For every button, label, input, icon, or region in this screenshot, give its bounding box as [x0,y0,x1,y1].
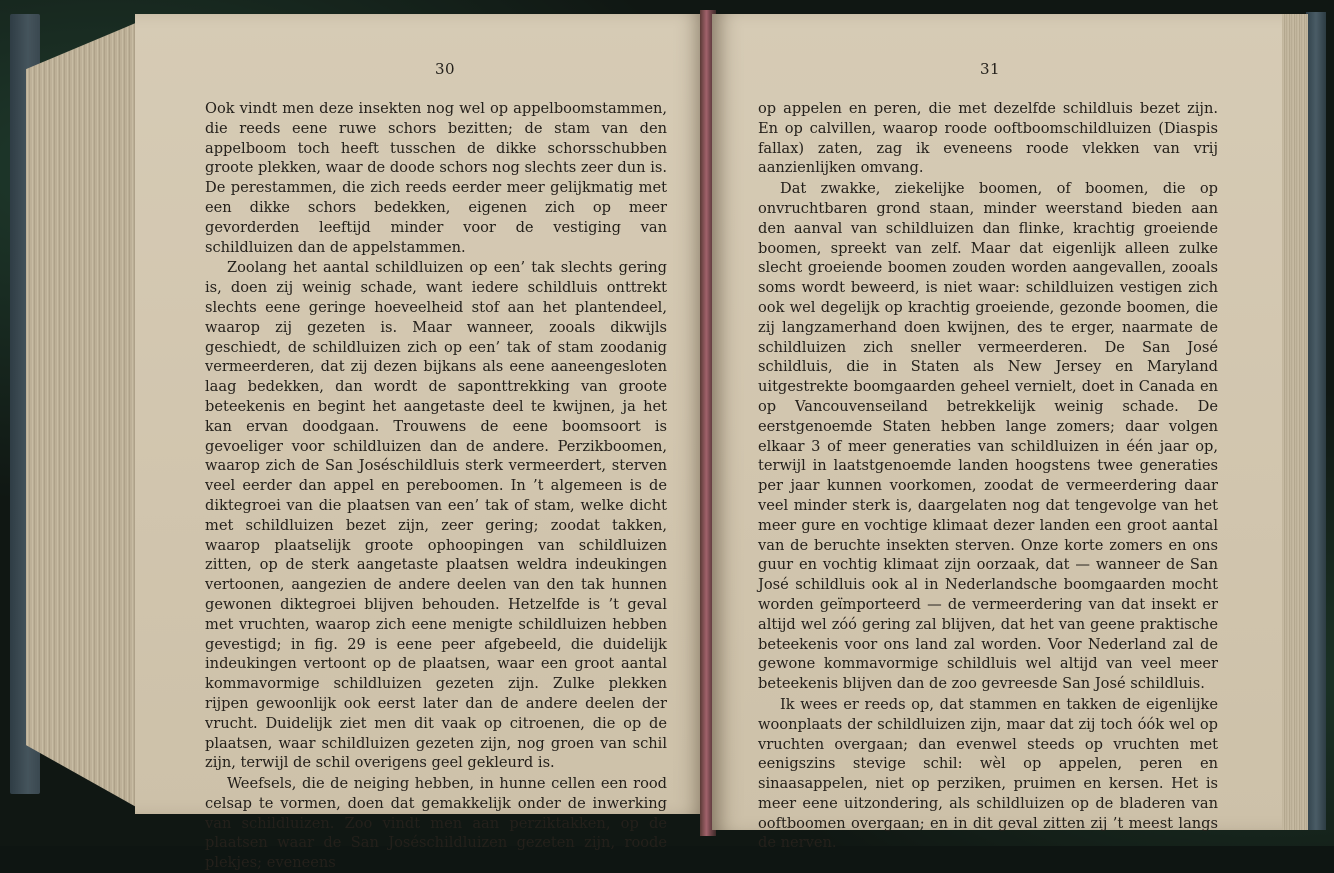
paragraph: Dat zwakke, ziekelijke boomen, of boomen, die op onvruchtbaren grond staan, minder weerstand bieden aan den aanval van schildluizen dan flinke, krachtig groeiende boomen, spreekt van zelf. Maar dat eigenlijk alleen zulke slecht groeiende boomen zouden worden aangevallen, zooals soms wordt beweerd, is niet waar: schildluizen vestigen zich ook wel degelijk op krachtig groeiende, gezonde boomen, die zij langzamerhand doen kwijnen, des te erger, naarmate de schildluizen zich sneller vermeerderen. De San José schildluis, die in Staten als New Jersey en Maryland uitgestrekte boomgaarden geheel vernielt, doet in Canada en op Vancouvenseiland betrekkelijk weinig schade. De eerstgenoemde Staten hebben lange zomers; daar volgen elkaar 3 of meer generaties van schildluizen in één jaar op, terwijl in laatstgenoemde landen hoogstens twee generaties per jaar kunnen voorkomen, zoodat de vermeerdering daar veel minder sterk is, daargelaten nog dat tengevolge van het meer gure en vochtige klimaat dezer landen een groot aantal van de beruchte insekten sterven. Onze korte zomers en ons guur en vochtig klimaat zijn oorzaak, dat — wanneer de San José schildluis ook al in Nederlandsche boomgaarden mocht worden geïmporteerd — de vermeerdering van dat insekt er altijd wel zóó gering zal blijven, dat het van geene praktische beteekenis voor ons land zal worden. Voor Nederland zal de gewone kommavormige schildluis wel altijd van veel meer beteekenis blijven dan de zoo gevreesde San José schildluis. [758,180,1218,693]
paragraph: Zoolang het aantal schildluizen op een’ tak slechts gering is, doen zij weinig schade, want iedere schildluis onttrekt slechts eene geringe hoeveelheid stof aan het plantendeel, waarop zij gezeten is. Maar wanneer, zooals dikwijls geschiedt, de schildluizen zich op een’ tak of stam zoodanig vermeerderen, dat zij dezen bijkans als eene aaneengesloten laag bedekken, dan wordt de saponttrekking van groote beteekenis en begint het aangetaste deel te kwijnen, ja het kan ervan doodgaan. Trouwens de eene boomsoort is gevoeliger voor schildluizen dan de andere. Perzikboomen, waarop zich de San Joséschildluis sterk vermeerdert, sterven veel eerder dan appel en pereboomen. In ’t algemeen is de diktegroei van die plaatsen van een’ tak of stam, welke dicht met schildluizen bezet zijn, zeer gering; zoodat takken, waarop plaatselijk groote ophoopingen van schildluizen zitten, op de sterk aangetaste plaatsen weldra indeukingen vertoonen, aangezien de andere deelen van den tak hunnen gewonen diktegroei blijven behouden. Hetzelfde is ’t geval met vruchten, waarop zich eene menigte schildluizen hebben gevestigd; in fig. 29 is eene peer afgebeeld, die duidelijk indeukingen vertoont op de plaatsen, waar een groot aantal kommavormige schildluizen gezeten zijn. Zulke plekken rijpen gewoonlijk ook eerst later dan de andere deelen der vrucht. Duidelijk ziet men dit vaak op citroenen, die op de plaatsen, waar schildluizen gezeten zijn, nog groen van schil zijn, terwijl de schil overigens geel gekleurd is. [205,259,667,772]
page-number-right: 31 [980,60,1001,78]
paragraph: Ik wees er reeds op, dat stammen en takken de eigenlijke woonplaats der schildluizen zijn, maar dat zij toch óók wel op vruchten overgaan; dan evenwel steeds op vruchten met eenigszins stevige schil: wèl op appelen, peren en sinaasappelen, niet op perziken, pruimen en kersen. Het is meer eene uitzondering, als schildluizen op de bladeren van ooftboomen overgaan; en in dit geval zitten zij ’t meest langs de nerven. [758,695,1218,852]
book-cover-right [1306,12,1326,830]
page-edges-right [1280,14,1308,830]
paragraph: Ook vindt men deze insekten nog wel op appelboomstammen, die reeds eene ruwe schors bezitten; de stam van den appelboom toch heeft tusschen de dikke schorsschubben groote plekken, waar de doode schors nog slechts zeer dun is. De perestammen, die zich reeds eerder meer gelijkmatig met een dikke schors bedekken, eigenen zich op meer gevorderden leeftijd minder voor de vestiging van schildluizen dan de appelstammen. [205,100,667,256]
left-page-body [205,99,667,873]
paragraph: op appelen en peren, die met dezelfde schildluis bezet zijn. En op calvillen, waarop roode ooftboomschildluizen (Diaspis fallax) zaten, zag ik eveneens roode vlekken van vrij aanzienlijken omvang. [758,100,1218,177]
paragraph: Weefsels, die de neiging hebben, in hunne cellen een rood celsap te vormen, doen dat gemakkelijk onder de inwerking van schildluizen. Zoo vindt men aan perziktakken, op de plaatsen waar de San Joséschildluizen gezeten zijn, roode plekjes; eveneens [205,775,667,872]
page-number-left: 30 [435,60,456,78]
page-edges-left [26,22,138,808]
left-page [135,14,705,872]
right-page [712,14,1282,852]
right-page-body [758,99,1218,853]
